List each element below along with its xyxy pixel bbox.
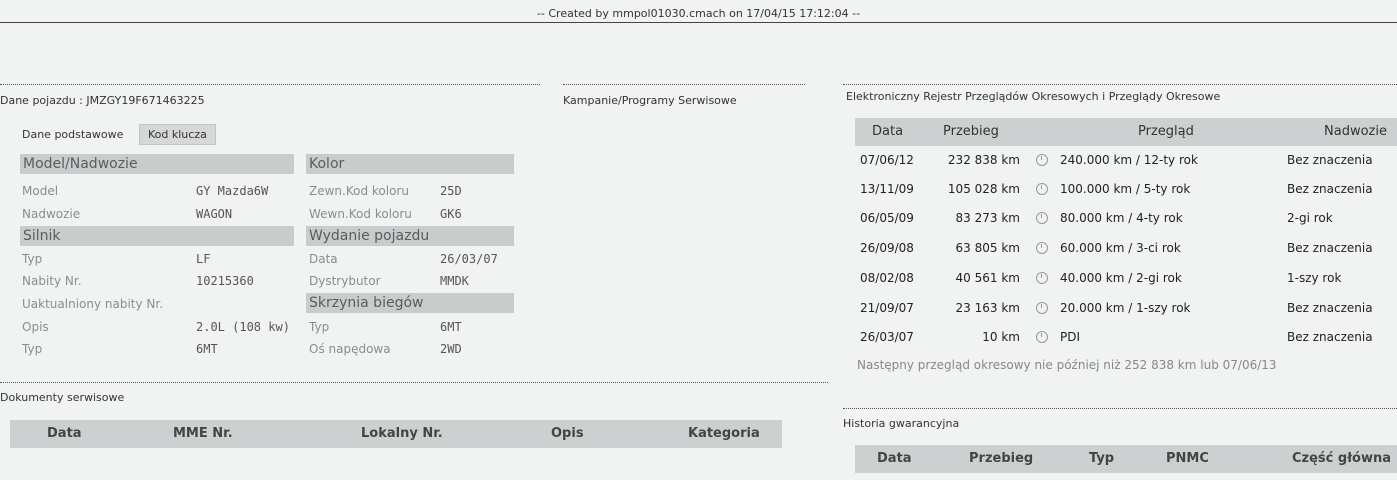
col-w-main-part: Część główna (1292, 451, 1391, 466)
field-label: Wewn.Kod koloru (309, 207, 412, 221)
field-value: 25D (440, 184, 462, 198)
row-mileage: 83 273 km (955, 211, 1020, 225)
service-docs-divider (0, 382, 828, 383)
col-body: Nadwozie (1324, 124, 1387, 139)
row-review: PDI (1060, 330, 1081, 344)
row-review: 20.000 km / 1-szy rok (1060, 301, 1191, 315)
vehicle-divider (0, 84, 540, 85)
inspections-header-bar (855, 118, 1397, 146)
col-doc-date: Data (47, 426, 82, 441)
field-label: Uaktualniony nabity Nr. (22, 297, 164, 311)
row-review: 60.000 km / 3-ci rok (1060, 241, 1181, 255)
field-value: WAGON (196, 207, 233, 221)
row-mileage: 232 838 km (947, 153, 1020, 167)
row-review: 40.000 km / 2-gi rok (1060, 271, 1182, 285)
field-value: 26/03/07 (440, 252, 498, 266)
row-body: Bez znaczenia (1287, 182, 1373, 196)
field-value: 10215360 (196, 274, 254, 288)
row-date: 08/02/08 (860, 271, 914, 285)
vehicle-title: Dane pojazdu : JMZGY19F671463225 (0, 94, 205, 107)
field-value: 6MT (196, 342, 218, 356)
row-date: 26/03/07 (860, 330, 914, 344)
col-review: Przegląd (1138, 124, 1194, 139)
header-divider (0, 22, 1397, 23)
field-value: 2.0L (108 kw) (196, 320, 290, 334)
service-docs-title: Dokumenty serwisowe (0, 391, 125, 404)
col-w-mileage: Przebieg (969, 451, 1034, 466)
group-gearbox: Skrzynia biegów (306, 293, 514, 313)
field-value: LF (196, 252, 211, 266)
col-mme-nr: MME Nr. (173, 426, 233, 441)
inspections-divider (843, 84, 1397, 85)
field-label: Typ (309, 320, 330, 334)
col-description: Opis (551, 426, 584, 441)
field-label: Typ (22, 342, 43, 356)
row-date: 26/09/08 (860, 241, 914, 255)
field-value: MMDK (440, 274, 469, 288)
field-label: Opis (22, 320, 49, 334)
field-label: Dystrybutor (309, 274, 381, 288)
row-review: 80.000 km / 4-ty rok (1060, 211, 1183, 225)
col-w-date: Data (877, 451, 912, 466)
group-engine: Silnik (20, 226, 294, 246)
col-w-type: Typ (1089, 451, 1115, 466)
row-date: 06/05/09 (860, 211, 914, 225)
created-by-header: -- Created by mmpol01030.cmach on 17/04/15 17:12:04 -- (536, 7, 861, 20)
clock-icon (1036, 242, 1048, 254)
tab-basic-data[interactable]: Dane podstawowe (22, 128, 124, 141)
row-body: Bez znaczenia (1287, 330, 1373, 344)
row-mileage: 23 163 km (955, 301, 1020, 315)
clock-icon (1036, 331, 1048, 343)
next-inspection-note: Następny przegląd okresowy nie później niż 252 838 km lub 07/06/13 (857, 358, 1277, 372)
clock-icon (1036, 302, 1048, 314)
field-value: GY Mazda6W (196, 184, 269, 198)
field-label: Nadwozie (22, 207, 81, 221)
row-date: 13/11/09 (860, 182, 914, 196)
field-label: Typ (22, 252, 43, 266)
row-body: Bez znaczenia (1287, 241, 1373, 255)
row-mileage: 10 km (982, 330, 1020, 344)
clock-icon (1036, 183, 1048, 195)
tab-key-code[interactable]: Kod klucza (139, 124, 216, 145)
row-body: 2-gi rok (1287, 211, 1333, 225)
row-mileage: 63 805 km (955, 241, 1020, 255)
field-label: Oś napędowa (309, 342, 391, 356)
field-label: Data (309, 252, 338, 266)
group-model-body: Model/Nadwozie (20, 154, 294, 174)
row-date: 21/09/07 (860, 301, 914, 315)
row-date: 07/06/12 (860, 153, 914, 167)
group-color: Kolor (306, 154, 514, 174)
row-mileage: 40 561 km (955, 271, 1020, 285)
row-body: 1-szy rok (1287, 271, 1342, 285)
clock-icon (1036, 272, 1048, 284)
inspections-title: Elektroniczny Rejestr Przeglądów Okresowych i Przeglądy Okresowe (846, 90, 1221, 103)
col-local-nr: Lokalny Nr. (361, 426, 443, 441)
warranty-title: Historia gwarancyjna (843, 417, 960, 430)
warranty-divider (843, 408, 1397, 409)
field-label: Nabity Nr. (22, 274, 82, 288)
campaigns-title: Kampanie/Programy Serwisowe (563, 94, 737, 107)
col-category: Kategoria (688, 426, 760, 441)
clock-icon (1036, 212, 1048, 224)
field-value: 6MT (440, 320, 462, 334)
col-mileage: Przebieg (943, 124, 999, 139)
row-body: Bez znaczenia (1287, 301, 1373, 315)
clock-icon (1036, 154, 1048, 166)
campaigns-divider (563, 84, 805, 85)
field-label: Model (22, 184, 59, 198)
field-value: 2WD (440, 342, 462, 356)
col-w-pnmc: PNMC (1166, 451, 1209, 466)
row-review: 240.000 km / 12-ty rok (1060, 153, 1198, 167)
row-review: 100.000 km / 5-ty rok (1060, 182, 1191, 196)
group-release: Wydanie pojazdu (306, 226, 514, 246)
field-label: Zewn.Kod koloru (309, 184, 409, 198)
col-data: Data (872, 124, 904, 139)
row-body: Bez znaczenia (1287, 153, 1373, 167)
row-mileage: 105 028 km (947, 182, 1020, 196)
field-value: GK6 (440, 207, 462, 221)
